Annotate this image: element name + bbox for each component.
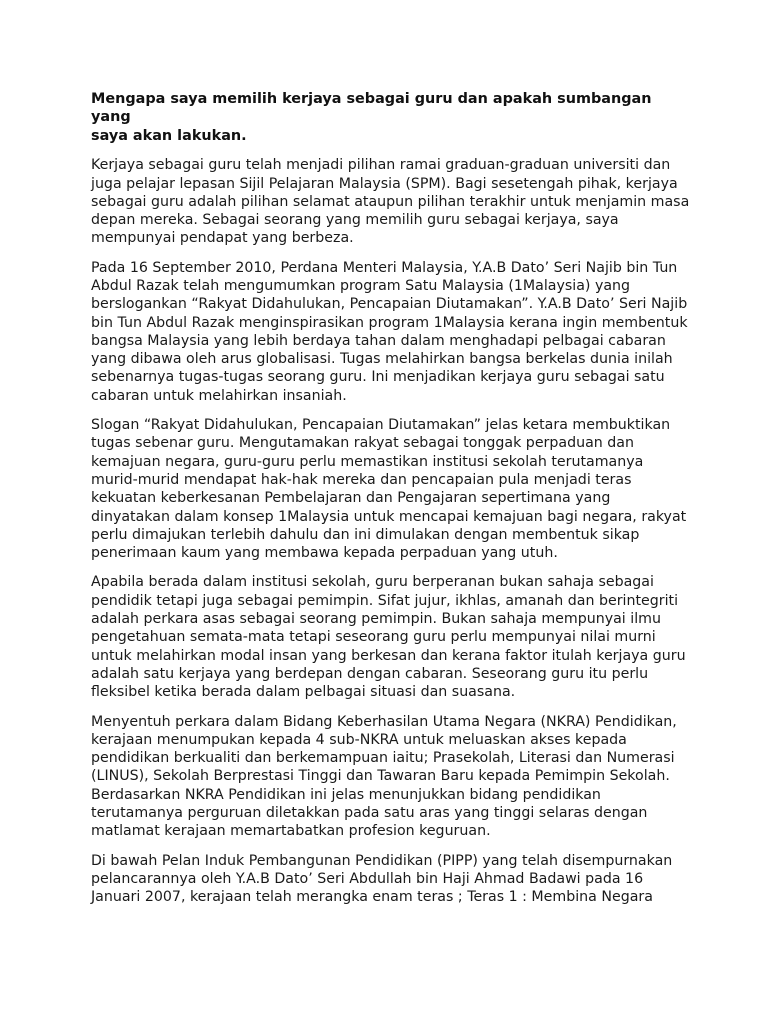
document-body (91, 90, 691, 918)
paragraph-3: Slogan “Rakyat Didahulukan, Pencapaian Diutamakan” jelas ketara membuktikan tugas sebenar guru. Mengutamakan rakyat sebagai tonggak perpaduan dan kemajuan negara, guru-guru perlu memastikan institusi sekolah terutamanya murid-murid mendapat hak-hak mereka dan pencapaian pula menjadi teras kekuatan keberkesanan Pembelajaran dan Pengajaran sepertimana yang dinyatakan dalam konsep 1Malaysia untuk mencapai kemajuan bagi negara, rakyat perlu dimajukan terlebih dahulu dan ini dimulakan dengan membentuk sikap penerimaan kaum yang membawa kepada perpaduan yang utuh. (91, 417, 687, 562)
paragraph-2: Pada 16 September 2010, Perdana Menteri Malaysia, Y.A.B Dato’ Seri Najib bin Tun Abdul Razak telah mengumumkan program Satu Malaysia (1Malaysia) yang berslogankan “Rakyat Didahulukan, Pencapaian Diutamakan”. Y.A.B Dato’ Seri Najib bin Tun Abdul Razak menginspirasikan program 1Malaysia kerana ingin membentuk bangsa Malaysia yang lebih berdaya tahan dalam menghadapi pelbagai cabaran yang dibawa oleh arus globalisasi. Tugas melahirkan bangsa berkelas dunia inilah sebenarnya tugas-tugas seorang guru. Ini menjadikan kerjaya guru sebagai satu cabaran untuk melahirkan insaniah. (91, 259, 688, 404)
paragraph-5: Menyentuh perkara dalam Bidang Keberhasilan Utama Negara (NKRA) Pendidikan, kerajaan menumpukan kepada 4 sub-NKRA untuk meluaskan akses kepada pendidikan berkualiti dan berkemampuan iaitu; Prasekolah, Literasi dan Numerasi (LINUS), Sekolah Berprestasi Tinggi dan Tawaran Baru kepada Pemimpin Sekolah. Berdasarkan NKRA Pendidikan ini jelas menunjukkan bidang pendidikan terutamanya perguruan diletakkan pada satu aras yang tinggi selaras dengan matlamat kerajaan memartabatkan profesion keguruan. (91, 713, 677, 840)
paragraph-6: Di bawah Pelan Induk Pembangunan Pendidikan (PIPP) yang telah disempurnakan pelancarannya oleh Y.A.B Dato’ Seri Abdullah bin Haji Ahmad Badawi pada 16 Januari 2007, kerajaan telah merangka enam teras ; Teras 1 : Membina Negara (91, 852, 673, 906)
paragraph-1: Kerjaya sebagai guru telah menjadi pilihan ramai graduan-graduan universiti dan juga pelajar lepasan Sijil Pelajaran Malaysia (SPM). Bagi sesetengah pihak, kerjaya sebagai guru adalah pilihan selamat ataupun pilihan terakhir untuk menjamin masa depan mereka. Sebagai seorang yang memilih guru sebagai kerjaya, saya mempunyai pendapat yang berbeza. (91, 157, 690, 247)
essay-title: Mengapa saya memilih kerjaya sebagai guru dan apakah sumbangan yang saya akan lakukan. (91, 91, 652, 144)
paragraph-4: Apabila berada dalam institusi sekolah, guru berperanan bukan sahaja sebagai pendidik tetapi juga sebagai pemimpin. Sifat jujur, ikhlas, amanah dan berintegriti adalah perkara asas sebagai seorang pemimpin. Bukan sahaja mempunyai ilmu pengetahuan semata-mata tetapi seseorang guru perlu mempunyai nilai murni untuk melahirkan modal insan yang berkesan dan kerana faktor itulah kerjaya guru adalah satu kerjaya yang berdepan dengan cabaran. Seseorang guru itu perlu fleksibel ketika berada dalam pelbagai situasi dan suasana. (91, 574, 686, 701)
